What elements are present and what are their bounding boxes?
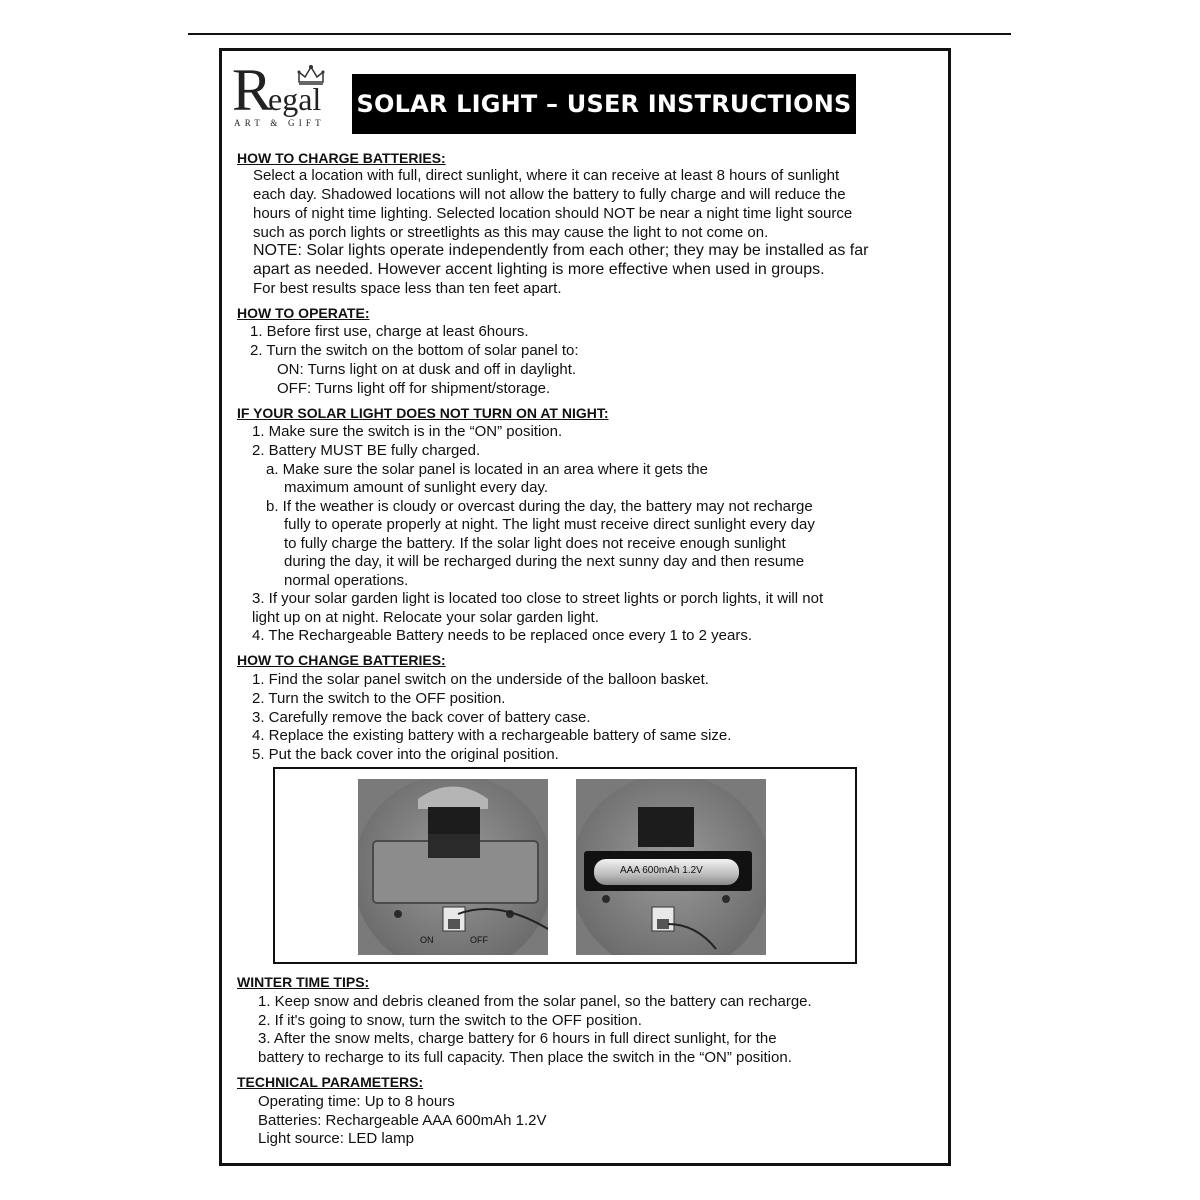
trouble-line: b. If the weather is cloudy or overcast during the day, the battery may not recharge [266,498,813,515]
regal-logo [232,57,350,132]
logo-rest: egal [268,81,322,117]
operate-line: 1. Before first use, charge at least 6hours. [250,323,529,340]
change-line: 3. Carefully remove the back cover of battery case. [252,709,591,726]
change-line: 2. Turn the switch to the OFF position. [252,690,506,707]
battery-label: AAA 600mAh 1.2V [620,865,703,876]
trouble-line: 3. If your solar garden light is located too close to street lights or porch lights, it will not [252,590,824,607]
logo-initial: R [232,57,273,123]
note-line: NOTE: Solar lights operate independently from each other; they may be installed as far [253,242,869,259]
winter-line: 3. After the snow melts, charge battery for 6 hours in full direct sunlight, for the [258,1030,777,1047]
logo-subtitle: ART & GIFT [234,118,325,128]
tech-line: Batteries: Rechargeable AAA 600mAh 1.2V [258,1112,547,1129]
trouble-line: a. Make sure the solar panel is located in an area where it gets the [266,461,708,478]
trouble-line: maximum amount of sunlight every day. [284,479,549,496]
operate-line: OFF: Turns light off for shipment/storage. [277,380,551,397]
photo-cover-closed [358,779,548,955]
switch-off-label: OFF [470,935,488,945]
change-heading: HOW TO CHANGE BATTERIES: [237,652,446,668]
trouble-line: fully to operate properly at night. The light must receive direct sunlight every day [284,516,815,533]
operate-line: ON: Turns light on at dusk and off in daylight. [277,361,577,378]
charge-line: such as porch lights or streetlights as this may cause the light to not come on. [253,224,769,241]
trouble-line: 2. Battery MUST BE fully charged. [252,442,481,459]
trouble-line: 1. Make sure the switch is in the “ON” position. [252,423,563,440]
winter-line: 1. Keep snow and debris cleaned from the solar panel, so the battery can recharge. [258,993,812,1010]
operate-line: 2. Turn the switch on the bottom of solar panel to: [250,342,579,359]
trouble-heading: IF YOUR SOLAR LIGHT DOES NOT TURN ON AT NIGHT: [237,405,609,421]
trouble-line: 4. The Rechargeable Battery needs to be replaced once every 1 to 2 years. [252,627,753,644]
winter-line: battery to recharge to its full capacity. Then place the switch in the “ON” position. [258,1049,792,1066]
charge-line: Select a location with full, direct sunlight, where it can receive at least 8 hours of sunlight [253,167,840,184]
page-title: SOLAR LIGHT – USER INSTRUCTIONS [352,74,856,134]
charge-heading: HOW TO CHARGE BATTERIES: [237,150,446,166]
tech-heading: TECHNICAL PARAMETERS: [237,1074,424,1090]
charge-line: hours of night time lighting. Selected location should NOT be near a night time light source [253,205,853,222]
tech-line: Light source: LED lamp [258,1130,414,1147]
change-line: 1. Find the solar panel switch on the underside of the balloon basket. [252,671,709,688]
tech-line: Operating time: Up to 8 hours [258,1093,455,1110]
charge-line: each day. Shadowed locations will not allow the battery to fully charge and will reduce the [253,186,846,203]
operate-heading: HOW TO OPERATE: [237,305,370,321]
top-rule [188,33,1011,35]
crown-icon [296,64,326,86]
trouble-line: light up on at night. Relocate your solar garden light. [252,609,599,626]
photo-battery-open [576,779,766,955]
note-line: For best results space less than ten feet apart. [253,280,562,297]
trouble-line: normal operations. [284,572,409,589]
trouble-line: during the day, it will be recharged during the next sunny day and then resume [284,553,805,570]
trouble-line: to fully charge the battery. If the solar light does not receive enough sunlight [284,535,786,552]
switch-on-label: ON [420,935,434,945]
change-line: 4. Replace the existing battery with a rechargeable battery of same size. [252,727,732,744]
winter-line: 2. If it's going to snow, turn the switch to the OFF position. [258,1012,642,1029]
change-line: 5. Put the back cover into the original position. [252,746,559,763]
winter-heading: WINTER TIME TIPS: [237,974,370,990]
note-line: apart as needed. However accent lighting is more effective when used in groups. [253,261,825,278]
